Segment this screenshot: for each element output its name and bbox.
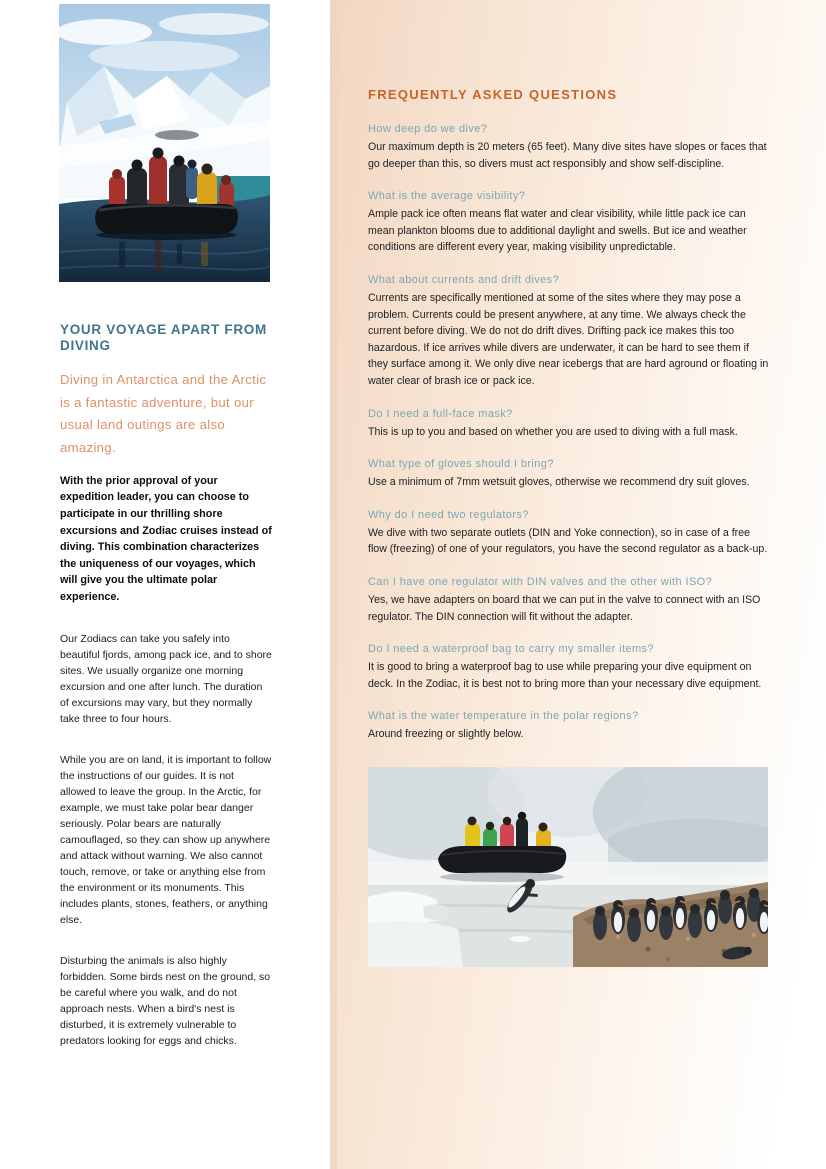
left-paragraph: While you are on land, it is important to follow the instructions of our guides. It is not allowed to leave the group. In the Arctic, for example, we must take polar bear danger seriously. Polar bears are naturally camouflaged, so they can show up anywhere and attack without warning. We also cannot touch, remove, or take or anything else from the environment or its monuments. This includes plants, stones, feathers, or anything else.	[60, 753, 272, 926]
faq-question: Why do I need two regulators?	[368, 508, 529, 521]
faq-answer: Currents are specifically mentioned at some of the sites where they may pose a problem. Currents could be present anywhere, at any time. We always check the current before diving. We do not do drift dives. Drifting pack ice makes this too hazardous. If ice arrives while divers are underwater, it can be hard to see them if they surface among it. We only dive near icebergs that are hard aground or floating in water clear of brash ice or pack ice.	[368, 291, 769, 387]
faq-answer: This is up to you and based on whether you are used to diving with a full mask.	[368, 425, 738, 438]
faq-question: What about currents and drift dives?	[368, 273, 560, 286]
faq-heading: FREQUENTLY ASKED QUESTIONS	[368, 87, 618, 102]
faq-item	[368, 457, 778, 491]
faq-answer: Ample pack ice often means flat water and clear visibility, while little pack ice can mean plankton blooms due to additional daylight and swells. But ice and weather conditions are different every year, making visibility unpredictable.	[368, 208, 747, 254]
zodiac-iceberg-photo	[59, 4, 270, 282]
faq-question: Do I need a waterproof bag to carry my smaller items?	[368, 643, 654, 656]
faq-item	[368, 575, 778, 625]
faq-answer: Yes, we have adapters on board that we can put in the valve to connect with an ISO regulator. The DIN connection will fit without the adapter.	[368, 593, 761, 623]
faq-question: What is the average visibility?	[368, 190, 526, 203]
zodiac-iceberg-illustration	[59, 4, 270, 282]
faq-answer: Our maximum depth is 20 meters (65 feet). Many dive sites have slopes or faces that go deeper than this, so divers must act responsibly and show self-discipline.	[368, 141, 767, 170]
faq-answer: It is good to bring a waterproof bag to use while preparing your dive equipment on deck. In the Zodiac, it is best not to bring more than your necessary dive equipment.	[368, 661, 762, 690]
splash	[510, 936, 530, 942]
faq-item	[368, 508, 778, 558]
faq-question: What is the water temperature in the polar regions?	[368, 710, 639, 723]
left-paragraph: Our Zodiacs can take you safely into beautiful fjords, among pack ice, and to shore sites. We usually organize one morning excursion and one after lunch. The duration of excursions may vary, but they normally take three to four hours.	[60, 632, 272, 725]
faq-item	[368, 122, 778, 172]
penguin-colony-illustration	[368, 767, 768, 967]
faq-item	[368, 407, 778, 441]
faq-list	[368, 122, 778, 743]
left-intro-bold: With the prior approval of your expedition leader, you can choose to participate in our thrilling shore excursions and Zodiac cruises instead of diving. This combination characterizes the uniqueness of our voyages, which will give you the ultimate polar experience.	[60, 474, 272, 603]
left-lede: Diving in Antarctica and the Arctic is a fantastic adventure, but our usual land outings are also amazing.	[60, 372, 267, 456]
faq-item	[368, 189, 778, 256]
left-paragraphs	[59, 631, 272, 1049]
left-heading: YOUR VOYAGE APART FROM DIVING	[60, 322, 267, 353]
faq-question: What type of gloves should I bring?	[368, 458, 554, 471]
penguin-colony-photo	[368, 767, 768, 967]
faq-answer: Around freezing or slightly below.	[368, 728, 524, 741]
faq-panel	[330, 0, 826, 1169]
faq-question: Do I need a full-face mask?	[368, 407, 513, 420]
faq-question: How deep do we dive?	[368, 123, 488, 135]
faq-answer: Use a minimum of 7mm wetsuit gloves, otherwise we recommend dry suit gloves.	[368, 476, 750, 489]
faq-item	[368, 642, 778, 692]
faq-content	[368, 87, 778, 967]
left-column	[59, 4, 272, 1049]
faq-item	[368, 709, 778, 743]
faq-answer: We dive with two separate outlets (DIN and Yoke connection), so in case of a free flow (freezing) of one of your regulators, you have the second regulator as a back-up.	[368, 526, 768, 556]
faq-item	[368, 273, 778, 390]
left-paragraph: Disturbing the animals is also highly forbidden. Some birds nest on the ground, so be careful where you walk, and do not approach nests. When a bird's nest is disturbed, it is extremely vulnerable to predators looking for eggs and chicks.	[60, 954, 271, 1047]
faq-question: Can I have one regulator with DIN valves and the other with ISO?	[368, 575, 713, 588]
seal-on-ice	[155, 130, 199, 140]
